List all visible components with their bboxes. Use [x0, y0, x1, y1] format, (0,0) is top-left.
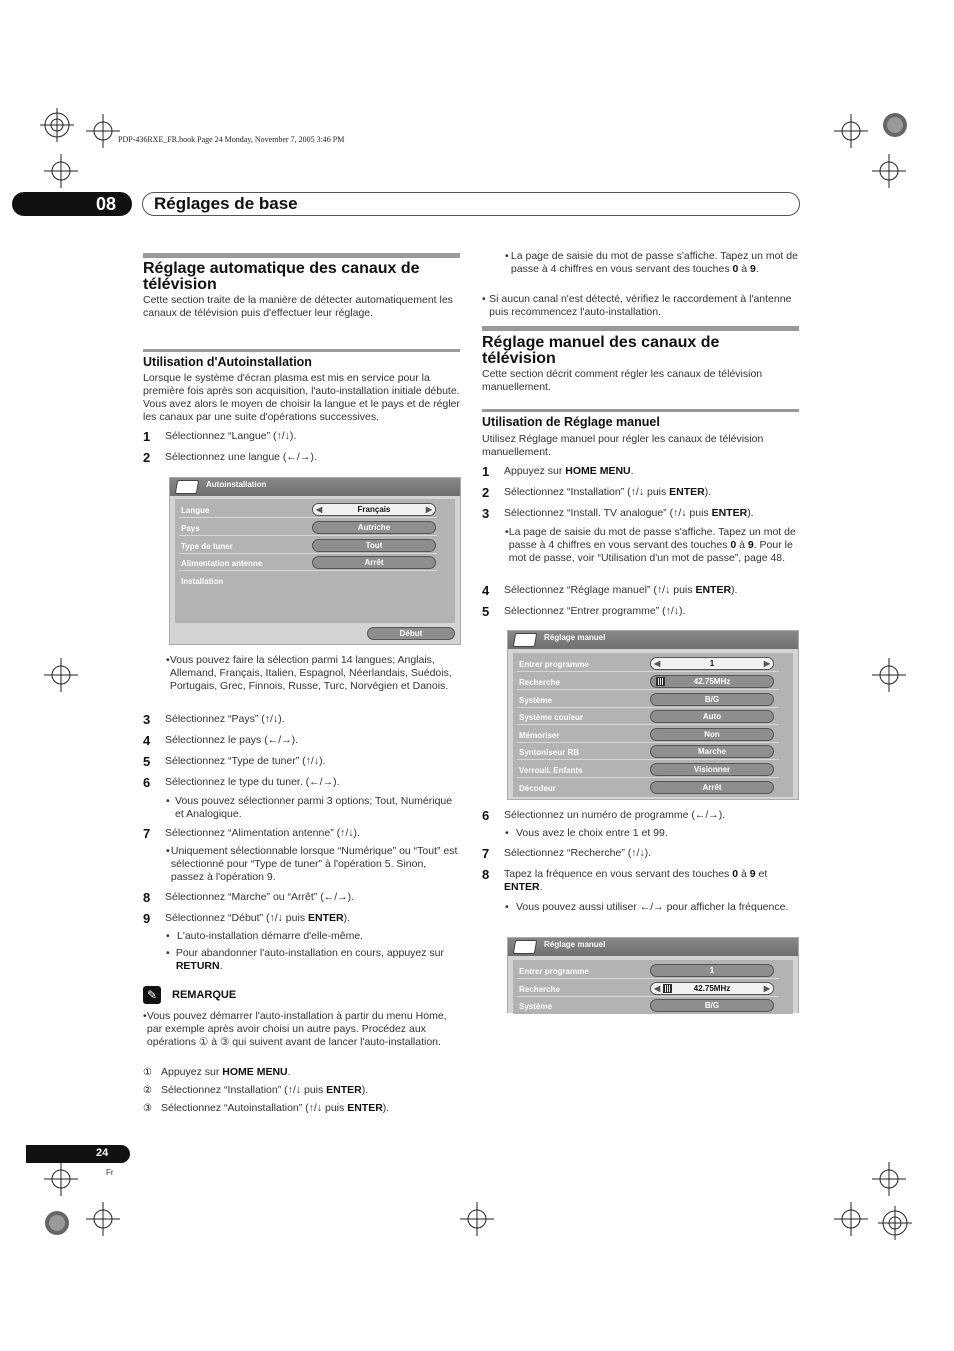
subsection-rule: [482, 409, 799, 412]
section-intro: Cette section traite de la manière de détecter automatiquement les canaux de télévision puis d'effectuer leur réglage.: [143, 294, 453, 319]
step-text: ).: [382, 1102, 390, 1114]
step-text: ).: [731, 584, 738, 596]
step-text: .: [630, 465, 634, 477]
osd-row-value[interactable]: [650, 982, 774, 995]
osd-row-value[interactable]: [650, 675, 774, 688]
osd-title: Réglage manuel: [544, 940, 606, 949]
osd-row-value[interactable]: Autriche: [312, 521, 436, 534]
bullet: • Uniquement sélectionnable lorsque “Numérique” ou “Tout” est sélectionné pour “Type de tuner” à l'opération 5. Sinon, passez à l'opération 9.: [166, 845, 460, 884]
subsection-rule: [143, 349, 460, 352]
step-6: [482, 809, 799, 822]
signal-bars-icon: [663, 984, 672, 993]
bullet: • L'auto-installation démarre d'elle-même.: [166, 930, 364, 942]
registration-mark-icon: [40, 1206, 74, 1240]
step-number: 2: [482, 485, 490, 500]
step-text: ).: [747, 507, 754, 519]
osd-row-memoriser[interactable]: [517, 726, 779, 743]
osd-row-value[interactable]: Auto: [650, 710, 774, 723]
registration-mark-icon: [44, 658, 78, 692]
osd-row-label: Système couleur: [519, 713, 584, 722]
osd-row-syntoniseur-rb[interactable]: [517, 743, 779, 760]
osd-row-type-tuner[interactable]: [179, 537, 437, 554]
step-text: Appuyez sur: [504, 465, 566, 477]
step-1: [482, 465, 799, 478]
osd-title: Autoinstallation: [206, 480, 267, 489]
osd-row-entrer-programme[interactable]: [517, 655, 779, 672]
bullet-text: .: [755, 263, 759, 275]
section-rule: [482, 326, 799, 331]
registration-mark-icon: [44, 154, 78, 188]
step-2: [143, 451, 460, 464]
step-text: ).: [361, 1084, 369, 1096]
note-step-3: [143, 1102, 460, 1115]
bullet-text: Pour abandonner l'auto-installation en cours, appuyez sur: [175, 947, 445, 959]
step-number: 9: [143, 911, 151, 926]
registration-mark-icon: [834, 114, 868, 148]
bullet-text: Si aucun canal n'est détecté, vérifiez le raccordement à l'antenne puis recommencez l'auto-installation.: [489, 293, 792, 318]
signal-bars-icon: [656, 677, 665, 686]
osd-value-text: 42.75MHz: [693, 677, 731, 686]
registration-mark-icon: [834, 1202, 868, 1236]
section-heading: Réglage automatique des canaux de télévision: [143, 260, 420, 293]
step-3: [143, 713, 460, 726]
step-number: 4: [482, 583, 490, 598]
bullet-text: . Pour le mot de passe, voir “Utilisation d'un mot de passe”, page 48.: [508, 539, 793, 564]
debut-button[interactable]: Début: [367, 627, 455, 640]
osd-value-text: 42.75MHz: [693, 984, 731, 993]
registration-mark-icon: [44, 1162, 78, 1196]
osd-row-label: Recherche: [519, 985, 560, 994]
step-number: 6: [143, 775, 151, 790]
step-number: 3: [482, 506, 490, 521]
osd-row-alimentation[interactable]: [179, 554, 437, 571]
note-step-2: [143, 1084, 460, 1097]
subsection-heading: Utilisation d'Autoinstallation: [143, 355, 312, 369]
step-text: .: [539, 881, 543, 893]
bullet-text: .: [219, 960, 223, 972]
print-header: PDP-436RXE_FR.book Page 24 Monday, November 7, 2005 3:46 PM: [118, 135, 345, 144]
registration-mark-icon: [872, 154, 906, 188]
step-5: [482, 605, 799, 618]
registration-mark-icon: [872, 658, 906, 692]
osd-row-value[interactable]: Marche: [650, 745, 774, 758]
step-text: Sélectionnez une langue (←/→).: [165, 451, 317, 463]
arrow-left-icon: ◀: [654, 659, 661, 668]
osd-row-value[interactable]: B/G: [650, 693, 774, 706]
note-bullet: • Vous pouvez démarrer l'auto-installation à partir du menu Home, par exemple après avoir choisi un autre pays. Procédez aux opérations ① à ③ qui suivent avant de lancer l'auto-installation.: [143, 1010, 460, 1049]
step-3: [482, 507, 799, 520]
osd-row-value[interactable]: B/G: [650, 999, 774, 1012]
osd-title-bar: [508, 631, 798, 649]
bullet-text: Vous pouvez faire la sélection parmi 14 langues; Anglais, Allemand, Français, Italien, Espagnol, Néerlandais, Suédois, Portugais, Grec, Finnois, Russe, Turc, Norvégien et Danois.: [169, 654, 452, 692]
step-9: [143, 912, 460, 925]
osd-row-value[interactable]: Arrêt: [650, 781, 774, 794]
osd-row-systeme-couleur[interactable]: [517, 708, 779, 725]
step-text: Tapez la fréquence en vous servant des touches: [504, 868, 733, 880]
key-label: 0: [732, 263, 739, 275]
registration-mark-icon: [878, 1206, 912, 1240]
bullet: • Vous pouvez faire la sélection parmi 14 langues; Anglais, Allemand, Français, Italien, Espagnol, Néerlandais, Suédois, Portugais, Grec, Finnois, Russe, Turc, Norvégien et Danois.: [166, 654, 460, 693]
osd-row-label: Syntoniseur RB: [519, 748, 580, 757]
osd-row-value[interactable]: [312, 503, 436, 516]
step-number: 3: [143, 712, 151, 727]
step-text: et: [755, 868, 768, 880]
step-text: Sélectionnez “Installation” (↑/↓ puis: [161, 1084, 327, 1096]
step-text: Sélectionnez “Type de tuner” (↑/↓).: [165, 755, 326, 767]
registration-mark-icon: [86, 114, 120, 148]
osd-row-label: Système: [519, 696, 552, 705]
step-number: 1: [482, 464, 490, 479]
step-number: 5: [482, 604, 490, 619]
osd-title-bar: [508, 938, 798, 956]
key-label: ENTER: [695, 584, 732, 596]
key-label: RETURN: [175, 960, 220, 972]
step-text: Sélectionnez “Pays” (↑/↓).: [165, 713, 285, 725]
bullet-text: Vous pouvez démarrer l'auto-installation à partir du menu Home, par exemple après avoir choisi un autre pays. Procédez aux opérations ① à ③ qui suivent avant de lancer l'auto-installation.: [146, 1010, 447, 1048]
key-label: ENTER: [711, 507, 748, 519]
step-number: ②: [143, 1085, 152, 1096]
section-intro: Cette section décrit comment régler les canaux de télévision manuellement.: [482, 368, 763, 393]
key-label: ENTER: [326, 1084, 362, 1096]
osd-autoinstallation: [169, 477, 461, 645]
step-text: Sélectionnez “Début” (↑/↓ puis: [165, 912, 308, 924]
step-text: .: [287, 1066, 291, 1078]
bullet-text: La page de saisie du mot de passe s'affiche. Tapez un mot de passe à 4 chiffres en vous servant des touches: [510, 250, 798, 275]
osd-row-verrouil-enfants[interactable]: [517, 761, 779, 778]
bullet: • La page de saisie du mot de passe s'affiche. Tapez un mot de passe à 4 chiffres en vous servant des touches 0 à 9. Pour le mot de passe, voir “Utilisation d'un mot de passe”, page 48.: [505, 526, 796, 564]
key-label: ENTER: [307, 912, 344, 924]
step-number: 7: [482, 846, 490, 861]
step-text: Sélectionnez un numéro de programme (←/→).: [504, 809, 726, 821]
osd-row-label: Mémoriser: [519, 731, 560, 740]
key-label: 0: [730, 539, 737, 551]
osd-reglage-manuel: [507, 630, 799, 800]
osd-row-label: Décodeur: [519, 784, 556, 793]
paragraph: Utilisez Réglage manuel pour régler les canaux de télévision manuellement.: [482, 433, 764, 458]
bullet: • Vous pouvez aussi utiliser ←/→ pour afficher la fréquence.: [505, 901, 789, 913]
key-label: ENTER: [669, 486, 705, 498]
osd-row-value[interactable]: Non: [650, 728, 774, 741]
chapter-number: 08: [96, 194, 117, 214]
step-text: ).: [343, 912, 350, 924]
step-text: à: [738, 868, 750, 880]
osd-row-label: Pays: [181, 524, 200, 533]
key-label: HOME MENU: [222, 1066, 288, 1078]
pencil-note-icon: ✎: [143, 986, 161, 1004]
step-number: 8: [143, 890, 151, 905]
step-text: Sélectionnez “Réglage manuel” (↑/↓ puis: [504, 584, 696, 596]
osd-row-label: Langue: [181, 506, 210, 515]
osd-row-systeme[interactable]: [517, 997, 779, 1014]
bullet-text: La page de saisie du mot de passe s'affiche. Tapez un mot de passe à 4 chiffres en vous servant des touches: [508, 526, 796, 551]
arrow-left-icon: ◀: [316, 505, 323, 514]
registration-mark-icon: [40, 108, 74, 142]
osd-row-value[interactable]: Visionner: [650, 763, 774, 776]
registration-mark-icon: [872, 1162, 906, 1196]
registration-mark-icon: [460, 1202, 494, 1236]
step-5: [143, 755, 460, 768]
step-number: 8: [482, 867, 490, 882]
osd-title-bar: [170, 478, 460, 496]
osd-row-systeme[interactable]: [517, 691, 779, 708]
osd-row-label: Verrouil. Enfants: [519, 766, 583, 775]
bullet-text: à: [738, 263, 751, 275]
registration-mark-icon: [86, 1202, 120, 1236]
note-title: REMARQUE: [172, 989, 237, 1001]
key-label: 9: [749, 868, 756, 880]
step-text: Appuyez sur: [161, 1066, 223, 1078]
key-label: HOME MENU: [565, 465, 631, 477]
bullet-text: à: [736, 539, 748, 551]
osd-row-value[interactable]: 1: [650, 964, 774, 977]
step-4: [482, 584, 799, 597]
step-text: Sélectionnez le pays (←/→).: [165, 734, 299, 746]
registration-mark-icon: [878, 108, 912, 142]
subsection-heading: Utilisation de Réglage manuel: [482, 415, 660, 429]
bullet-text: Vous pouvez sélectionner parmi 3 options; Tout, Numérique et Analogique.: [175, 795, 453, 820]
bullet: • Pour abandonner l'auto-installation en cours, appuyez sur RETURN.: [166, 947, 445, 972]
tv-menu-icon: [513, 940, 537, 954]
bullet-text: Vous pouvez aussi utiliser ←/→ pour afficher la fréquence.: [516, 901, 789, 913]
key-label: ENTER: [347, 1102, 383, 1114]
osd-row-label: Type de tuner: [181, 542, 233, 551]
step-6: [143, 776, 460, 789]
step-text: Sélectionnez “Installation” (↑/↓ puis: [504, 486, 670, 498]
page-number: 24: [96, 1147, 109, 1159]
section-rule: [143, 253, 460, 258]
bullet: • Si aucun canal n'est détecté, vérifiez le raccordement à l'antenne puis recommencez l'auto-installation.: [482, 293, 799, 319]
arrow-right-icon: ▶: [763, 659, 770, 668]
bullet: • Vous avez le choix entre 1 et 99.: [505, 827, 668, 839]
step-number: 6: [482, 808, 490, 823]
osd-row-decodeur[interactable]: [517, 779, 779, 796]
osd-row-label: Recherche: [519, 678, 560, 687]
osd-row-recherche[interactable]: [517, 980, 779, 997]
step-text: Sélectionnez “Marche” ou “Arrêt” (←/→).: [165, 891, 355, 903]
step-text: Sélectionnez “Autoinstallation” (↑/↓ puis: [161, 1102, 348, 1114]
bullet: • Vous pouvez sélectionner parmi 3 options; Tout, Numérique et Analogique.: [166, 795, 460, 821]
page-language: Fr: [106, 1168, 114, 1177]
step-text: Sélectionnez “Langue” (↑/↓).: [165, 430, 297, 442]
key-label: 9: [750, 263, 756, 275]
osd-row-label: Alimentation antenne: [181, 559, 263, 568]
step-number: 1: [143, 429, 151, 444]
osd-row-label: Système: [519, 1002, 552, 1011]
step-number: ①: [143, 1067, 152, 1078]
step-8: [482, 868, 799, 894]
step-4: [143, 734, 460, 747]
key-label: 9: [747, 539, 754, 551]
bullet-text: L'auto-installation démarre d'elle-même.: [177, 930, 364, 942]
step-number: 2: [143, 450, 151, 465]
section-heading: Réglage manuel des canaux de télévision: [482, 334, 720, 367]
step-text: Sélectionnez “Install. TV analogue” (↑/↓ puis: [504, 507, 712, 519]
step-7: [143, 827, 460, 840]
osd-row-installation: [179, 572, 437, 589]
step-text: Sélectionnez “Alimentation antenne” (↑/↓).: [165, 827, 360, 839]
osd-value-text: 1: [709, 659, 715, 668]
arrow-right-icon: ▶: [425, 505, 432, 514]
osd-row-value[interactable]: Arrêt: [312, 556, 436, 569]
chapter-title: Réglages de base: [154, 194, 298, 213]
osd-row-recherche[interactable]: [517, 673, 779, 690]
step-number: 5: [143, 754, 151, 769]
step-number: 4: [143, 733, 151, 748]
osd-title: Réglage manuel: [544, 633, 606, 642]
osd-row-langue[interactable]: [179, 501, 437, 518]
step-text: Sélectionnez “Recherche” (↑/↓).: [504, 847, 652, 859]
step-number: ③: [143, 1103, 152, 1114]
osd-row-entrer-programme[interactable]: [517, 962, 779, 979]
key-label: ENTER: [504, 881, 540, 893]
osd-row-value[interactable]: [650, 657, 774, 670]
osd-row-value[interactable]: Tout: [312, 539, 436, 552]
step-text: Sélectionnez “Entrer programme” (↑/↓).: [504, 605, 686, 617]
page-number-pill: [26, 1145, 130, 1163]
step-number: 7: [143, 826, 151, 841]
bullet-text: Uniquement sélectionnable lorsque “Numérique” ou “Tout” est sélectionné pour “Type de tuner” à l'opération 5. Sinon, passez à l'opération 9.: [170, 845, 458, 883]
tv-menu-icon: [513, 633, 537, 647]
key-label: 0: [732, 868, 739, 880]
osd-row-label: Installation: [181, 577, 224, 586]
step-7: [482, 847, 799, 860]
osd-value-text: Français: [357, 505, 391, 514]
arrow-right-icon: ▶: [763, 984, 770, 993]
osd-row-label: Entrer programme: [519, 967, 589, 976]
paragraph: Lorsque le système d'écran plasma est mis en service pour la première fois après son acquisition, l'auto-installation initiale débute. Vous avez alors le moyen de choisir la langue et le pays et de régler les canaux par une suite d'opérations successives.: [143, 372, 460, 423]
note-step-1: [143, 1066, 460, 1079]
arrow-left-icon: ◀: [654, 984, 661, 993]
bullet-text: Vous avez le choix entre 1 et 99.: [516, 827, 668, 839]
step-2: [482, 486, 799, 499]
step-1: [143, 430, 460, 443]
osd-reglage-manuel-recherche: [507, 937, 799, 1013]
bullet: • La page de saisie du mot de passe s'affiche. Tapez un mot de passe à 4 chiffres en vous servant des touches 0 à 9.: [505, 250, 798, 275]
osd-row-label: Entrer programme: [519, 660, 589, 669]
step-8: [143, 891, 460, 904]
step-text: Sélectionnez le type du tuner. (←/→).: [165, 776, 340, 788]
step-text: ).: [704, 486, 712, 498]
tv-menu-icon: [175, 480, 199, 494]
osd-row-pays[interactable]: [179, 519, 437, 536]
